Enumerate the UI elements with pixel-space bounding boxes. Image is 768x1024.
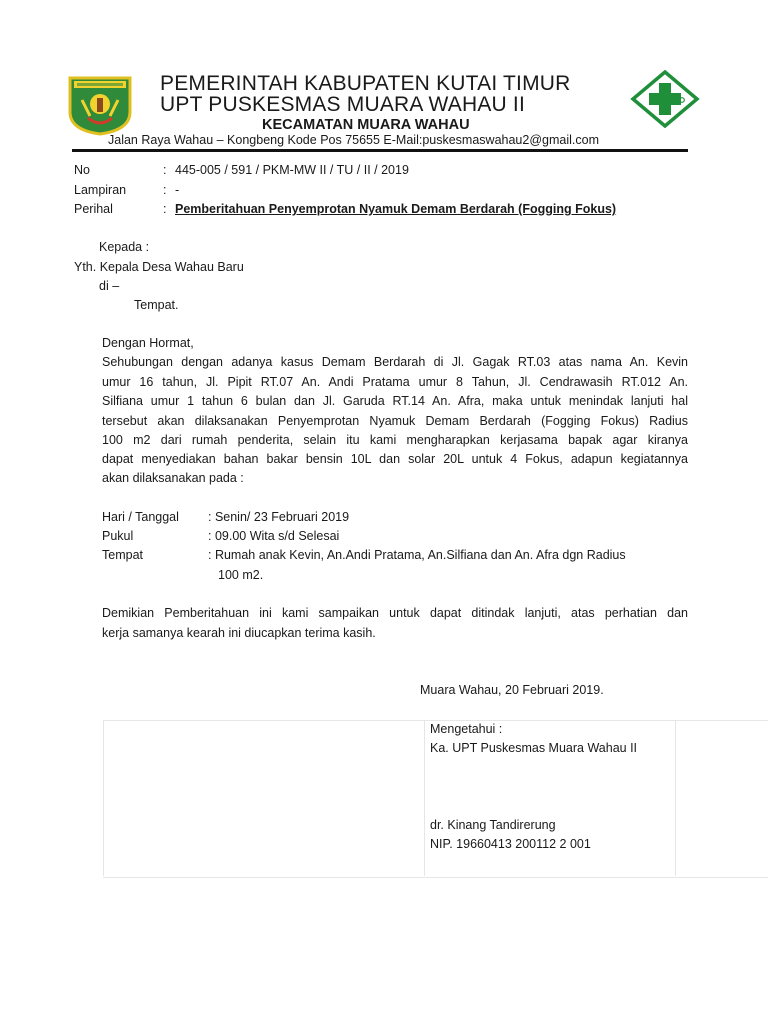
- body-line: Sehubungan dengan adanya kasus Demam Berdarah di Jl. Gagak RT.03 atas nama An. Kevin: [102, 355, 688, 369]
- body-line: Silfiana umur 1 tahun 6 bulan dan Jl. Garuda RT.14 An. Afra, maka untuk menindak lanjuti hal: [102, 394, 688, 408]
- schedule-hari-label: Hari / Tanggal: [102, 510, 179, 524]
- body-line: dapat menyediakan bahan bakar bensin 10L dan solar 20L untuk 4 Fokus, adapun kegiatannya: [102, 452, 688, 466]
- schedule-hari-value: : Senin/ 23 Februari 2019: [208, 510, 350, 524]
- lampiran-value: -: [175, 183, 180, 197]
- body-line: akan dilaksanakan pada :: [102, 471, 244, 485]
- lampiran-colon: :: [163, 183, 167, 197]
- schedule-pukul-label: Pukul: [102, 529, 134, 543]
- recipient-addressee: Yth. Kepala Desa Wahau Baru: [74, 260, 244, 274]
- perihal-value: Pemberitahuan Penyemprotan Nyamuk Demam Berdarah (Fogging Fokus): [175, 202, 617, 216]
- signature-name: dr. Kinang Tandirerung: [430, 818, 556, 832]
- place-date: Muara Wahau, 20 Februari 2019.: [420, 683, 604, 697]
- signature-table-border: [424, 720, 425, 876]
- signature-table-border: [103, 720, 104, 876]
- header-district-name: KECAMATAN MUARA WAHAU: [262, 117, 470, 133]
- schedule-pukul-value: : 09.00 Wita s/d Selesai: [208, 529, 340, 543]
- signature-position: Ka. UPT Puskesmas Muara Wahau II: [430, 741, 638, 755]
- closing-line: kerja samanya kearah ini diucapkan terima kasih.: [102, 626, 376, 640]
- schedule-tempat-value: : Rumah anak Kevin, An.Andi Pratama, An.Silfiana dan An. Afra dgn Radius: [208, 548, 626, 562]
- puskesmas-cross-logo: [630, 70, 700, 128]
- signature-table-border: [675, 720, 676, 876]
- no-colon: :: [163, 163, 167, 177]
- recipient-di: di –: [99, 279, 120, 293]
- perihal-colon: :: [163, 202, 167, 216]
- schedule-tempat-label: Tempat: [102, 548, 143, 562]
- body-line: 100 m2 dari rumah penderita, selain itu kami mengharapkan kerjasama bapak agar kiranya: [102, 433, 688, 447]
- recipient-kepada: Kepada :: [99, 240, 150, 254]
- body-line: tersebut akan dilaksanakan Penyemprotan Nyamuk Demam Berdarah (Fogging Fokus) Radius: [102, 414, 688, 428]
- signature-nip: NIP. 19660413 200112 2 001: [430, 837, 591, 851]
- body-line: umur 16 tahun, Jl. Pipit RT.07 An. Andi Pratama umur 8 Tahun, Jl. Cendrawasih RT.012 An.: [102, 375, 688, 389]
- signature-mengetahui: Mengetahui :: [430, 722, 503, 736]
- header-government-name: PEMERINTAH KABUPATEN KUTAI TIMUR: [160, 72, 571, 95]
- header-puskesmas-name: UPT PUSKESMAS MUARA WAHAU II: [160, 93, 525, 116]
- schedule-tempat-value-cont: 100 m2.: [218, 568, 264, 582]
- header-address: Jalan Raya Wahau – Kongbeng Kode Pos 75655 E-Mail:puskesmaswahau2@gmail.com: [108, 133, 599, 147]
- lampiran-label: Lampiran: [74, 183, 127, 197]
- header-divider: [72, 149, 688, 152]
- no-label: No: [74, 163, 90, 177]
- recipient-tempat: Tempat.: [134, 298, 179, 312]
- closing-line: Demikian Pemberitahuan ini kami sampaikan untuk dapat ditindak lanjuti, atas perhatian dan: [102, 606, 688, 620]
- salutation: Dengan Hormat,: [102, 336, 194, 350]
- kutai-timur-emblem-logo: [66, 72, 134, 136]
- perihal-label: Perihal: [74, 202, 113, 216]
- no-value: 445-005 / 591 / PKM-MW II / TU / II / 2019: [175, 163, 409, 177]
